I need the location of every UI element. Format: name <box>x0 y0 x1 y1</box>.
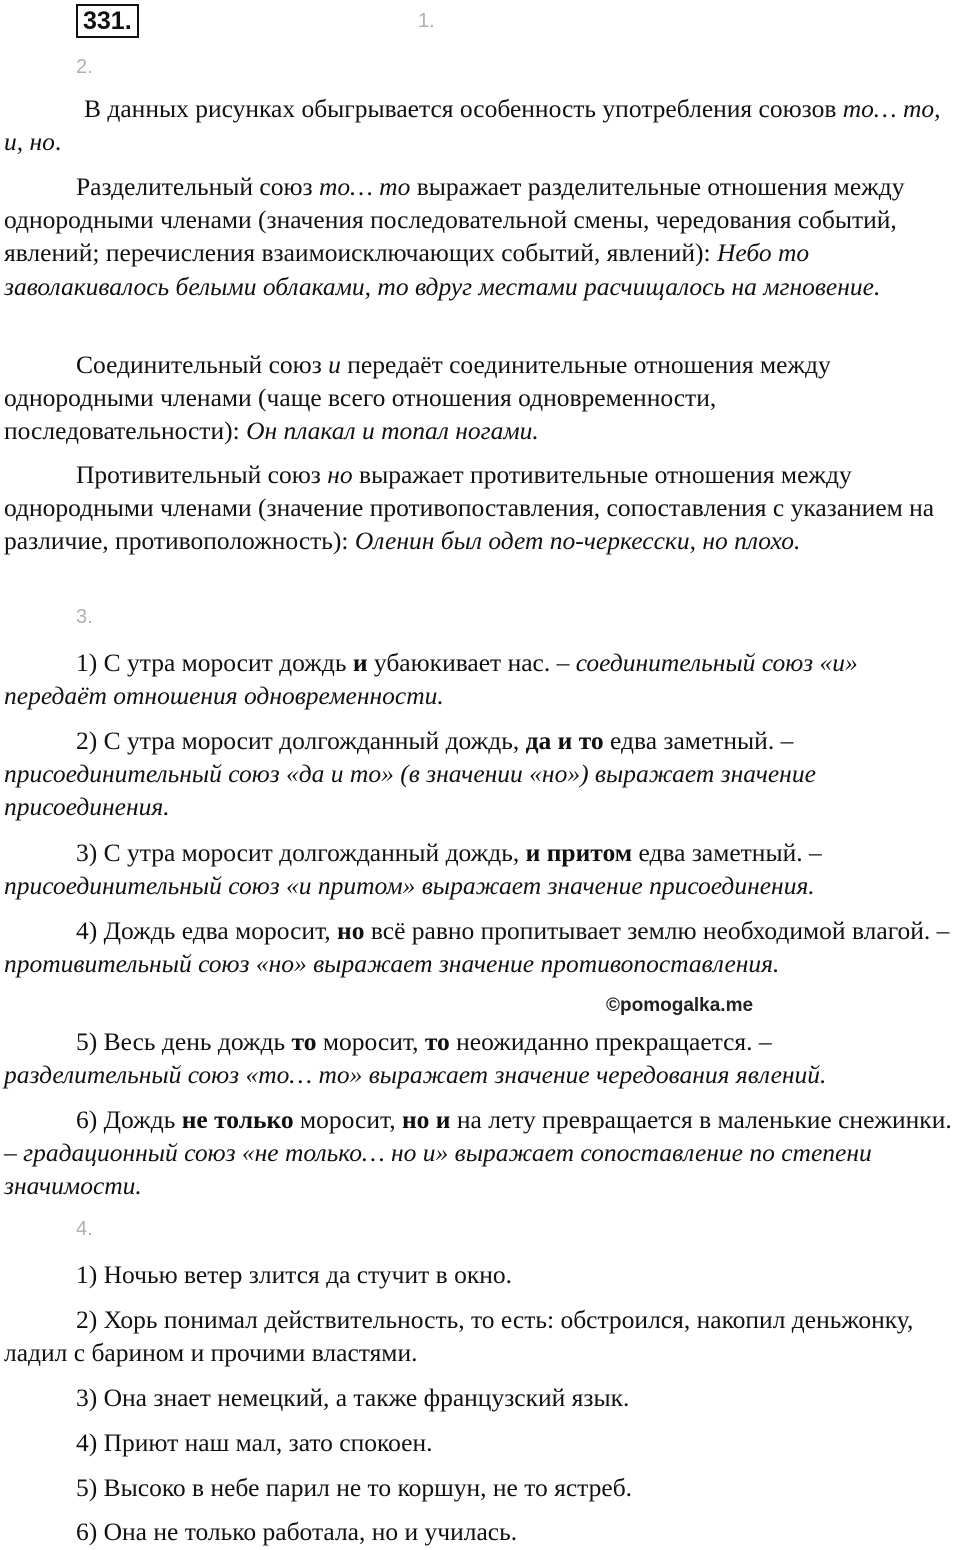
section2-paragraph-adversative <box>4 458 954 558</box>
i6-conjunction-1: не только <box>181 1105 294 1134</box>
i5-text-b: моросит, <box>316 1027 425 1056</box>
i5-text-a: 5) Весь день дождь <box>76 1027 292 1056</box>
i5-conjunction-2: то <box>424 1027 450 1056</box>
i5-text-c: неожиданно прекращается. <box>449 1027 759 1056</box>
s4-item-5-text: 5) Высоко в небе парил не то коршун, не то ястреб. <box>76 1473 633 1502</box>
section4-item-1 <box>4 1258 954 1291</box>
section3-item-3 <box>4 836 954 902</box>
i6-text-a: 6) Дождь <box>76 1105 182 1134</box>
i1-text-a: 1) С утра моросит дождь <box>76 648 353 677</box>
i3-text-b: едва заметный. <box>632 838 809 867</box>
i5-conjunction-1: то <box>291 1027 317 1056</box>
i6-conjunction-2: но и <box>401 1105 451 1134</box>
section4-item-4 <box>4 1426 954 1459</box>
p3-example: Оленин был одет по-черкесски, но плохо. <box>354 526 801 556</box>
section2-paragraph-connective <box>4 348 954 448</box>
watermark: ©pomogalka.me <box>606 995 754 1016</box>
i4-text-a: 4) Дождь едва моросит, <box>76 916 338 945</box>
section3-item-2 <box>4 724 954 824</box>
i2-text-a: 2) С утра моросит долгожданный дождь, <box>76 726 526 755</box>
p1-text-b: выражает разделительные отношения между однородными членами (значения последовательной смены, чередования событий, явлений; перечисления взаимоисключающих событий, явлений): <box>4 172 905 268</box>
p2-text-a: Соединительный союз <box>76 350 329 379</box>
s4-item-4-text: 4) Приют наш мал, зато спокоен. <box>76 1428 433 1457</box>
i5-note: – разделительный союз «то… то» выражает значение чередования явлений. <box>4 1027 827 1090</box>
section3-item-1 <box>4 646 954 712</box>
p2-conjunction: и <box>328 350 341 379</box>
i1-text-b: убаюкивает нас. <box>367 648 557 677</box>
i2-text-b: едва заметный. <box>603 726 781 755</box>
section-number-1: 1. <box>418 10 435 32</box>
p3-text-b: выражает противительные отношения между однородными членами (значение противопоставления, сопоставления с указанием на различие, противоположность): <box>4 460 935 556</box>
section4-item-2 <box>4 1303 954 1369</box>
section-number-3: 3. <box>76 606 93 628</box>
p1-example: Небо то заволакивалось белыми облаками, то вдруг местами расчищалось на мгновение. <box>4 238 881 301</box>
section2-paragraph-disjunctive <box>4 170 954 303</box>
section3-item-6 <box>4 1103 954 1203</box>
s4-item-2-text: 2) Хорь понимал действительность, то есть: обстроился, накопил деньжонку, ладил с барином и прочими властями. <box>4 1305 914 1368</box>
p2-example: Он плакал и топал ногами. <box>246 416 539 446</box>
exercise-number: 331. <box>76 4 139 38</box>
section3-item-5 <box>4 1025 954 1091</box>
i3-text-a: 3) С утра моросит долгожданный дождь, <box>76 838 526 867</box>
i2-note: – присоединительный союз «да и то» (в значении «но») выражает значение присоединения. <box>4 726 816 822</box>
s4-item-3-text: 3) Она знает немецкий, а также французский язык. <box>76 1383 630 1412</box>
section4-item-6 <box>4 1515 954 1548</box>
section-number-2: 2. <box>76 56 93 78</box>
s4-item-1-text: 1) Ночью ветер злится да стучит в окно. <box>76 1260 512 1289</box>
i1-note: – соединительный союз «и» передаёт отношения одновременности. <box>4 648 858 711</box>
section3-item-4 <box>4 914 954 980</box>
i4-note: – противительный союз «но» выражает значение противопоставления. <box>4 916 950 979</box>
i4-text-b: всё равно пропитывает землю необходимой влагой. <box>364 916 937 945</box>
p1-text-a: Разделительный союз <box>76 172 319 201</box>
p2-text-b: передаёт соединительные отношения между однородными членами (чаще всего отношения одновременности, последовательности): <box>4 350 831 446</box>
section4-item-5 <box>4 1471 954 1504</box>
intro-text: В данных рисунках обыгрывается особенность употребления союзов <box>84 94 843 123</box>
p3-text-a: Противительный союз <box>76 460 328 489</box>
i4-conjunction: но <box>337 916 365 945</box>
intro-end: . <box>54 127 62 157</box>
i6-text-b: моросит, <box>293 1105 402 1134</box>
i1-conjunction: и <box>352 648 368 677</box>
i6-text-c: на лету превращается в маленькие снежинки. <box>450 1105 952 1134</box>
i3-note: – присоединительный союз «и притом» выражает значение присоединения. <box>4 838 822 901</box>
i2-conjunction: да и то <box>525 726 604 755</box>
s4-item-6-text: 6) Она не только работала, но и училась. <box>76 1517 518 1546</box>
section-number-4: 4. <box>76 1218 93 1240</box>
i3-conjunction: и притом <box>525 838 633 867</box>
section4-item-3 <box>4 1381 954 1414</box>
intro-conjunctions: то… то, и, но <box>4 94 941 157</box>
p3-conjunction: но <box>327 460 353 489</box>
section2-intro <box>4 92 954 158</box>
p1-conjunction: то… то <box>318 172 411 201</box>
i6-note: – градационный союз «не только… но и» выражает сопоставление по степени значимости. <box>4 1138 872 1201</box>
